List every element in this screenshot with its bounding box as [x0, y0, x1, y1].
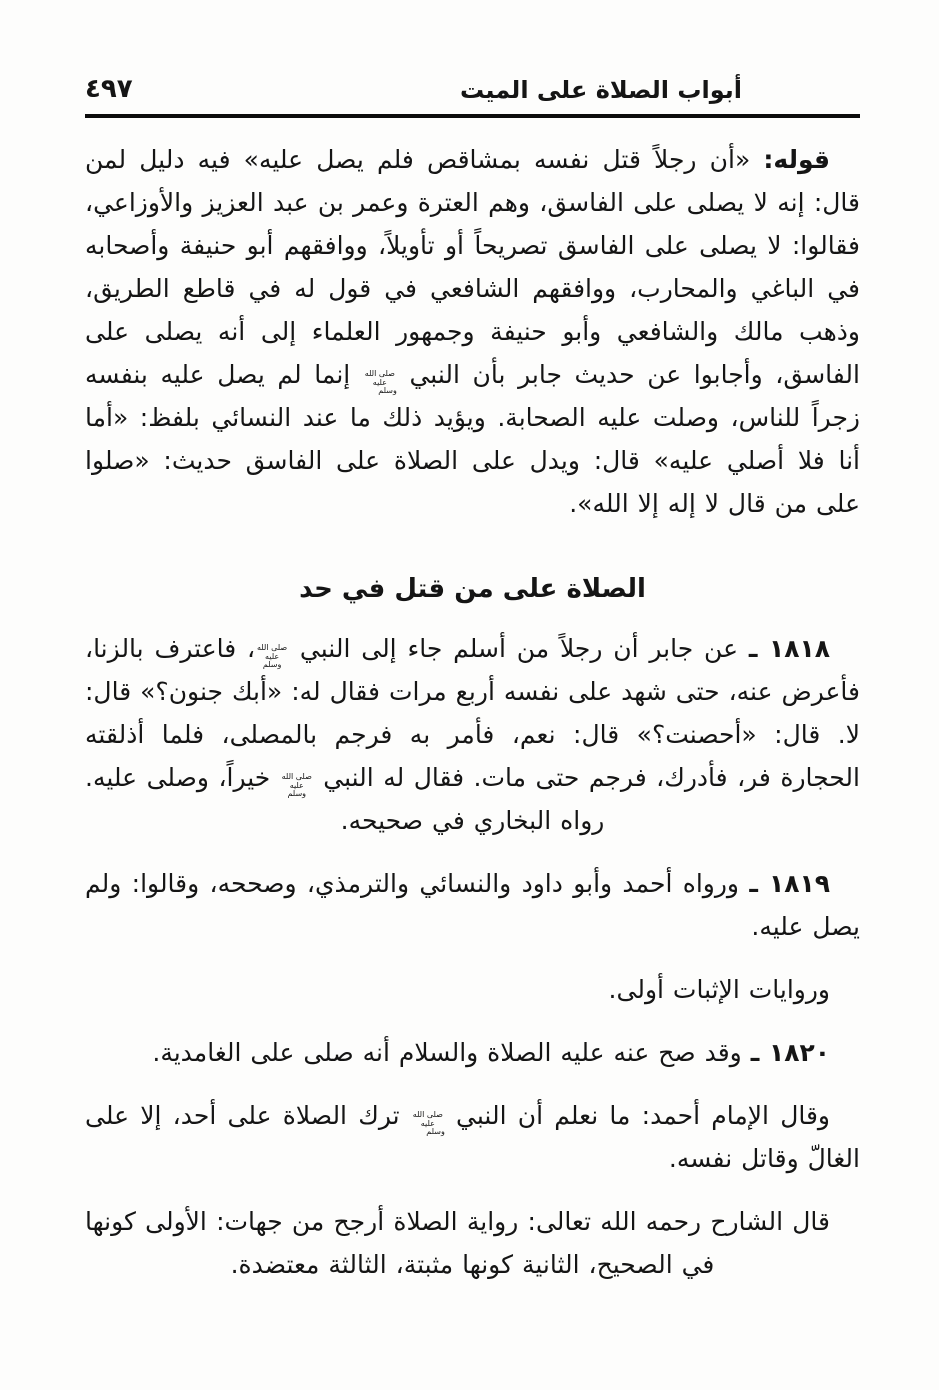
running-head — [85, 74, 860, 104]
saw-honorific-symbol: صلى الله عليه وسلم — [412, 1110, 445, 1136]
hadith-paragraph: ١٨١٨ ـ عن جابر أن رجلاً من أسلم جاء إلى النبي صلى الله عليه وسلم، فاعترف بالزنا، فأعرض عنه، حتى شهد على نفسه أربع مرات فقال له: «أبك جنون؟» قال: لا. قال: «أحصنت؟» قال: نعم، فأمر به فرجم بالمصلى، فلما أذلقته الحجارة فر، فأدرك، فرجم حتى مات. فقال له النبي صلى الله عليه وسلم خيراً، وصلى عليه. رواه البخاري في صحيحه. — [85, 634, 860, 835]
saw-honorific-symbol: صلى الله عليه وسلم — [281, 772, 312, 798]
section-heading: الصلاة على من قتل في حد — [299, 574, 646, 604]
paragraph-lead: ١٨٢٠ ـ — [750, 1038, 830, 1067]
text-paragraph: وقال الإمام أحمد: ما نعلم أن النبي صلى الله عليه وسلم ترك الصلاة على أحد، إلا على الغالّ وقاتل نفسه. — [85, 1101, 860, 1173]
header-divider — [85, 114, 860, 118]
text-paragraph: قال الشارح رحمه الله تعالى: رواية الصلاة أرجح من جهات: الأولى كونها في الصحيح، الثانية كونها مثبتة، الثالثة معتضدة. — [85, 1207, 830, 1279]
page-body — [85, 138, 860, 1286]
page-title: أبواب الصلاة على الميت — [460, 76, 742, 104]
hadith-paragraph: قوله: «أن رجلاً قتل نفسه بمشاقص فلم يصل عليه» فيه دليل لمن قال: إنه لا يصلى على الفاسق، وهم العترة وعمر بن عبد العزيز والأوزاعي، فقالوا: لا يصلى على الفاسق تصريحاً أو تأويلاً، ووافقهم أبو حنيفة وأصحابه في الباغي والمحارب، ووافقهم الشافعي في قول له في قاطع الطريق، وذهب مالك والشافعي وأبو حنيفة وجمهور العلماء إلى أنه يصلى على الفاسق، وأجابوا عن حديث جابر بأن النبي صلى الله عليه وسلم إنما لم يصل عليه بنفسه زجراً للناس، وصلت عليه الصحابة. ويؤيد ذلك ما عند النسائي بلفظ: «أما أنا فلا أصلي عليه» قال: ويدل على الصلاة على الفاسق حديث: «صلوا على من قال لا إله إلا الله». — [85, 145, 860, 518]
hadith-paragraph: ١٨٢٠ ـ وقد صح عنه عليه الصلاة والسلام أنه صلى على الغامدية. — [152, 1038, 830, 1067]
text-paragraph: وروايات الإثبات أولى. — [608, 975, 830, 1004]
hadith-paragraph: ١٨١٩ ـ ورواه أحمد وأبو داود والنسائي والترمذي، وصححه، وقالوا: ولم يصل عليه. — [85, 869, 860, 941]
paragraph-lead: قوله: — [763, 145, 830, 174]
saw-honorific-symbol: صلى الله عليه وسلم — [364, 369, 397, 395]
paragraph-lead: ١٨١٩ ـ — [749, 869, 831, 898]
paragraph-lead: ١٨١٨ ـ — [748, 634, 830, 663]
saw-honorific-symbol: صلى الله عليه وسلم — [256, 643, 288, 669]
page-number: ٤٩٧ — [85, 74, 133, 104]
